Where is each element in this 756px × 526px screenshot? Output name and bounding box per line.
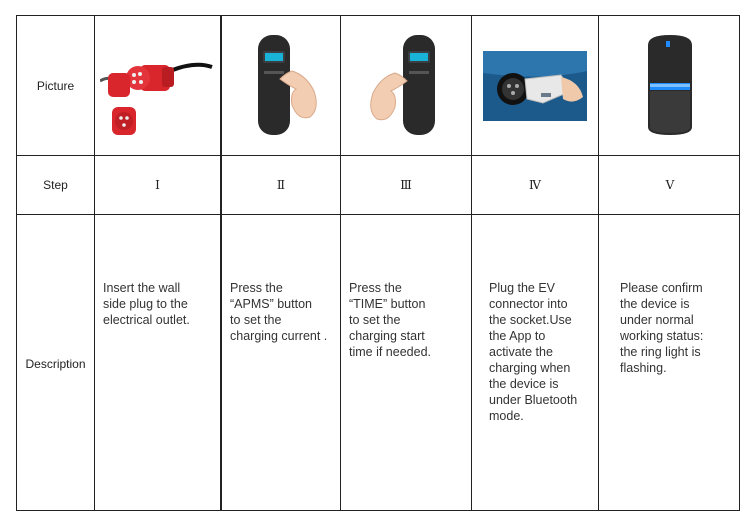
step-5-numeral: Ⅴ (665, 178, 675, 192)
charger-press-apms-icon (236, 31, 326, 141)
step-2-description: Press the “APMS” button to set the charging current . (230, 281, 328, 343)
step-3-description: Press the “TIME” button to set the charging start time if needed. (349, 281, 431, 359)
row-divider (17, 214, 739, 215)
row-header-step: Step (43, 178, 68, 192)
step-4-numeral: Ⅳ (529, 178, 541, 192)
step-1-picture (95, 16, 220, 155)
step-3-picture (341, 16, 471, 155)
step-3-numeral: Ⅲ (400, 178, 412, 192)
charger-press-time-icon (361, 31, 451, 141)
instruction-table (16, 15, 740, 511)
step-4-picture (472, 16, 598, 155)
step-4-description: Plug the EV connector into the socket.Use the App to activate the charging when the device is under Bluetooth mode. (489, 281, 578, 423)
step-2-picture (222, 16, 340, 155)
step-5-description: Please confirm the device is under normal working status: the ring light is flashing. (620, 281, 704, 375)
step-1-description: Insert the wall side plug to the electrical outlet. (103, 281, 190, 327)
step-5-picture (599, 16, 741, 155)
step-1-numeral: Ⅰ (155, 178, 160, 192)
row-header-description: Description (25, 356, 86, 371)
step-2-numeral: Ⅱ (276, 178, 286, 192)
row-header-picture: Picture (36, 78, 75, 93)
plug-and-socket-icon (100, 31, 215, 141)
charger-ring-light-icon (640, 31, 700, 141)
ev-connector-socket-icon (483, 51, 587, 121)
